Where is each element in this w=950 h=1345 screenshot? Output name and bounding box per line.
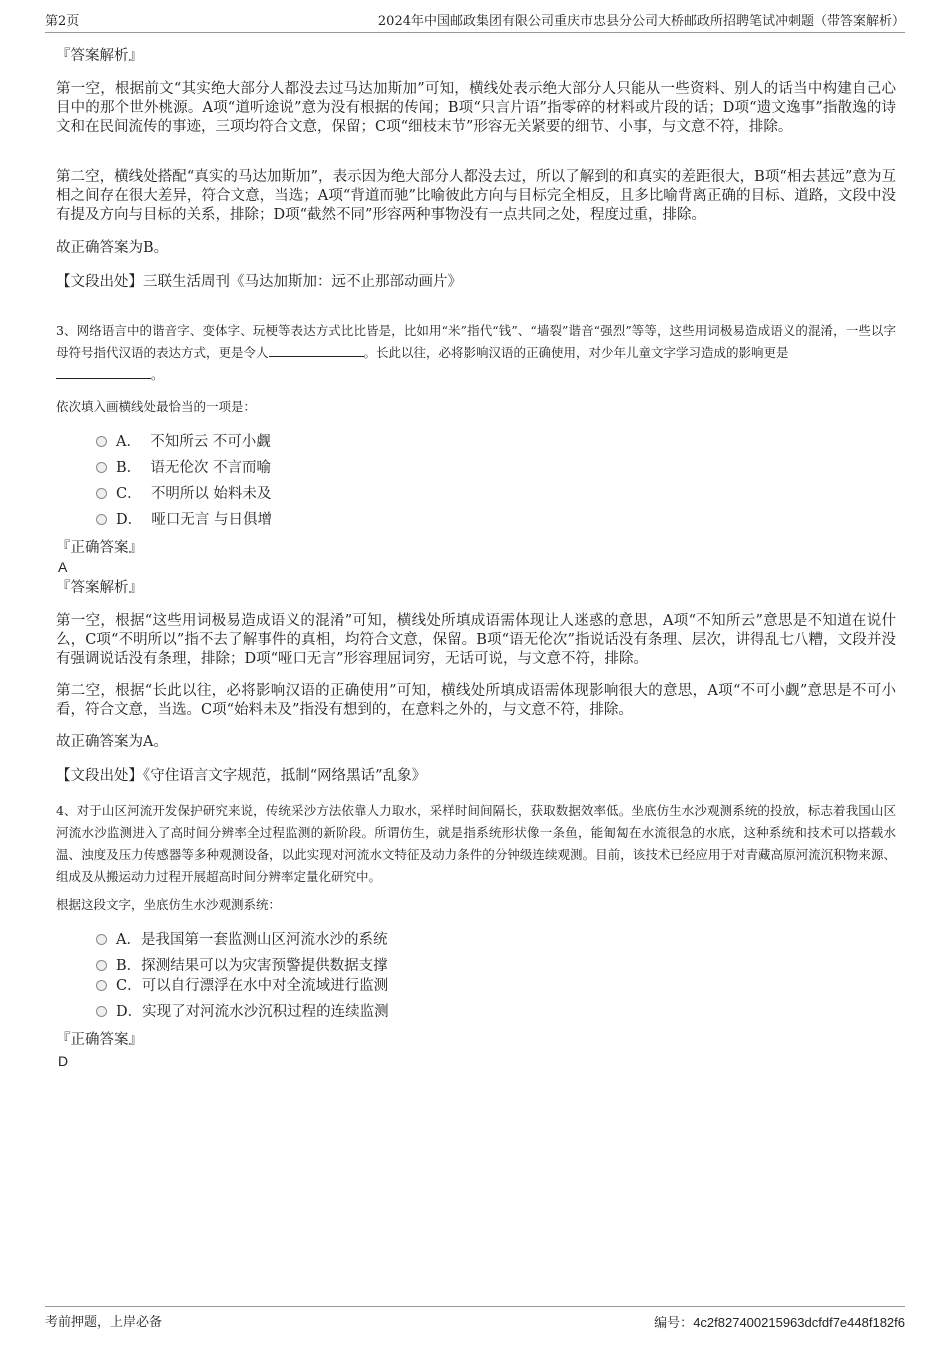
- q4-correct-answer: D: [58, 1053, 69, 1069]
- radio-icon[interactable]: [96, 980, 107, 991]
- q2-source: 【文段出处】三联生活周刊《马达加斯加：远不止那部动画片》: [56, 274, 462, 290]
- q3-analysis-p1: 第一空，根据“这些用词极易造成语义的混淆”可知，横线处所填成语需体现让人迷惑的意思，A项“不知所云”意思是不知道在说什么，C项“不明所以”指不去了解事件的真相，均符合文意，保留。B项“语无伦次”指说话没有条理、层次，讲得乱七八糟，文段并没有强调说话没有条理，排除；D项“哑口无言”形容理屈词穷，无话可说，与文意不符，排除。: [56, 613, 896, 667]
- q2-analysis-p1: 第一空，根据前文“其实绝大部分人都没去过马达加斯加”可知，横线处表示绝大部分人只能从一些资料、别人的话当中构建自己心目中的那个世外桃源。A项“道听途说”意为没有根据的传闻；B项“只言片语”指零碎的材料或片段的话；D项“遗文逸事”指散逸的诗文和在民间流传的事迹，三项均符合文意，保留；C项“细枝末节”形容无关紧要的细节、小事，与文意不符，排除。: [56, 81, 896, 135]
- page-footer: [45, 1306, 905, 1331]
- q4-stem: 4、对于山区河流开发保护研究来说，传统采沙方法依靠人力取水，采样时间间隔长，获取数据效率低。坐底仿生水沙观测系统的投放，标志着我国山区河流水沙监测进入了高时间分辨率全过程监测的新阶段。所谓仿生，就是指系统形状像一条鱼，能匍匐在水流很急的水底，这种系统和技术可以搭载水温、浊度及压力传感器等多种观测设备，以此实现对河流水文特征及动力条件的分钟级连续观测。目前，该技术已经应用于对青藏高原河流沉积物来源、组成及从搬运动力过程开展超高时间分辨率定量化研究中。: [56, 803, 896, 884]
- q4-prompt: 根据这段文字，坐底仿生水沙观测系统：: [56, 897, 282, 912]
- page-header: [45, 12, 905, 33]
- radio-icon[interactable]: [96, 960, 107, 971]
- radio-icon[interactable]: [96, 1006, 107, 1017]
- q4-option-a[interactable]: A．是我国第一套监测山区河流水沙的系统: [96, 930, 387, 950]
- q3-option-a[interactable]: A． 不知所云 不可小觑: [96, 432, 271, 452]
- q4-correct-label: 『正确答案』: [56, 1032, 143, 1048]
- q2-conclusion: 故正确答案为B。: [56, 240, 169, 256]
- q3-option-c[interactable]: C． 不明所以 始料未及: [96, 484, 271, 504]
- q3-correct-answer: A: [58, 559, 68, 575]
- radio-icon[interactable]: [96, 488, 107, 499]
- blank-2: [56, 366, 151, 379]
- radio-icon[interactable]: [96, 462, 107, 473]
- footer-slogan: 考前押题，上岸必备: [45, 1315, 163, 1330]
- q4-option-d[interactable]: D．实现了对河流水沙沉积过程的连续监测: [96, 1002, 389, 1022]
- radio-icon[interactable]: [96, 934, 107, 945]
- q3-stem: 3、网络语言中的谐音字、变体字、玩梗等表达方式比比皆是，比如用“米”指代“钱”、“墙裂”谐音“强烈”等等，这些用词极易造成语义的混淆，一些以字母符号指代汉语的表达方式，更是令人 。长此以往，必将影响汉语的正确使用，对少年儿童文字学习造成的影响更是 。: [56, 323, 896, 382]
- document-code: 编号：4c2f827400215963dcfdf7e448f182f6: [654, 1315, 905, 1331]
- q3-source: 【文段出处】《守住语言文字规范，抵制“网络黑话”乱象》: [56, 768, 427, 784]
- q3-analysis-label: 『答案解析』: [56, 580, 143, 596]
- q4-option-b[interactable]: B．探测结果可以为灾害预警提供数据支撑: [96, 956, 388, 976]
- q3-analysis-p2: 第二空，根据“长此以往，必将影响汉语的正确使用”可知，横线处所填成语需体现影响很大的意思，A项“不可小觑”意思是不可小看，符合文意，当选。C项“始料未及”指没有想到的，在意料之外的，与文意不符，排除。: [56, 683, 896, 718]
- q3-option-b[interactable]: B． 语无伦次 不言而喻: [96, 458, 271, 478]
- document-title: 2024年中国邮政集团有限公司重庆市忠县分公司大桥邮政所招聘笔试冲刺题（带答案解析）: [377, 14, 905, 29]
- blank-1: [269, 344, 364, 357]
- q2-analysis-label: 『答案解析』: [56, 48, 143, 64]
- q3-correct-label: 『正确答案』: [56, 540, 143, 556]
- q2-analysis-p2: 第二空，横线处搭配“真实的马达加斯加”，表示因为绝大部分人都没去过，所以了解到的和真实的差距很大，B项“相去甚远”意为互相之间存在很大差异，符合文意，当选；A项“背道而驰”比喻彼此方向与目标完全相反，且多比喻背离正确的目标、道路，文段中没有提及方向与目标的关系，排除；D项“截然不同”形容两种事物没有一点共同之处，程度过重，排除。: [56, 169, 896, 223]
- radio-icon[interactable]: [96, 514, 107, 525]
- page-number: 第2页: [45, 14, 80, 29]
- q4-option-c[interactable]: C．可以自行漂浮在水中对全流域进行监测: [96, 976, 388, 996]
- radio-icon[interactable]: [96, 436, 107, 447]
- q3-conclusion: 故正确答案为A。: [56, 734, 168, 750]
- q3-prompt: 依次填入画横线处最恰当的一项是：: [56, 399, 257, 414]
- q3-option-d[interactable]: D． 哑口无言 与日俱增: [96, 510, 272, 530]
